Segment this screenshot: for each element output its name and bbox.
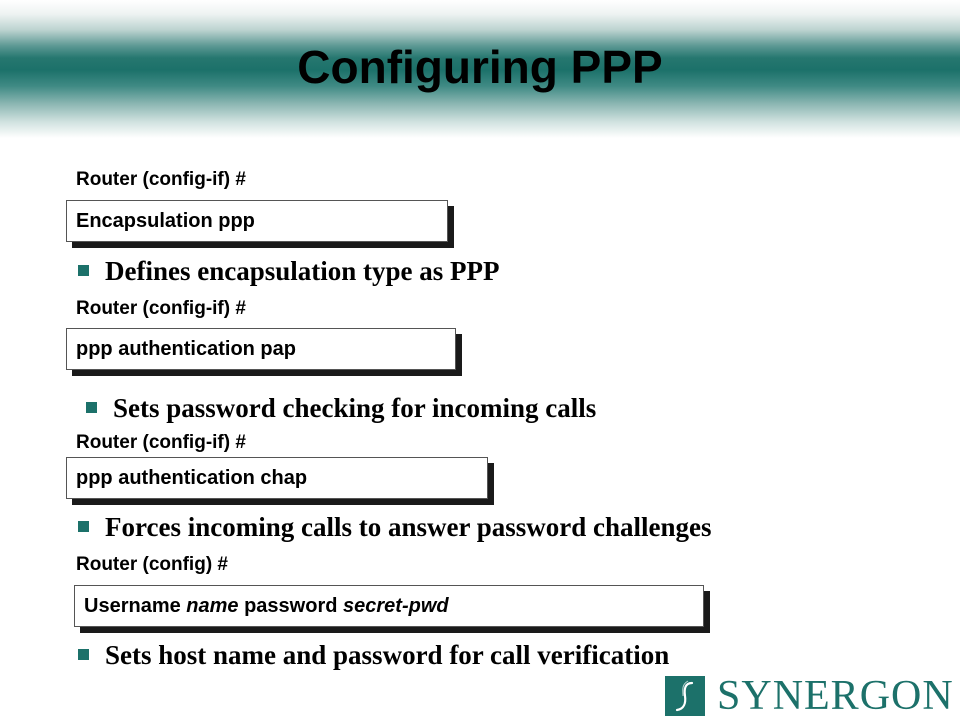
command-box bbox=[66, 457, 488, 499]
command-text bbox=[84, 594, 449, 618]
command-box bbox=[66, 328, 456, 370]
square-bullet-icon bbox=[86, 402, 97, 413]
prompt-label: Router (config-if) # bbox=[76, 432, 246, 453]
bullet-text: Forces incoming calls to answer password challenges bbox=[105, 512, 712, 542]
square-bullet-icon bbox=[78, 649, 89, 660]
command-argument: name bbox=[186, 595, 239, 617]
command-box bbox=[66, 200, 448, 242]
bullet-item bbox=[86, 392, 596, 424]
command-text: ppp authentication pap bbox=[76, 338, 296, 360]
command-argument: secret-pwd bbox=[343, 595, 449, 617]
logo-wordmark: SYNERGON bbox=[717, 673, 954, 719]
bullet-text: Sets host name and password for call verification bbox=[105, 640, 670, 670]
bullet-text: Sets password checking for incoming calls bbox=[113, 393, 597, 423]
bullet-item bbox=[78, 255, 500, 287]
prompt-label: Router (config-if) # bbox=[76, 169, 246, 190]
command-text: ppp authentication chap bbox=[76, 467, 308, 489]
synergon-s-logo-icon bbox=[665, 676, 705, 716]
bullet-item bbox=[78, 639, 669, 671]
bullet-item bbox=[78, 511, 712, 543]
square-bullet-icon bbox=[78, 521, 89, 532]
prompt-label: Router (config-if) # bbox=[76, 298, 246, 319]
square-bullet-icon bbox=[78, 265, 89, 276]
prompt-label: Router (config) # bbox=[76, 554, 228, 575]
command-text: Encapsulation ppp bbox=[76, 210, 255, 232]
bullet-text: Defines encapsulation type as PPP bbox=[105, 256, 500, 286]
command-keyword: password bbox=[244, 595, 338, 617]
command-box bbox=[74, 585, 704, 627]
command-keyword: Username bbox=[84, 595, 181, 617]
slide-title: Configuring PPP bbox=[297, 41, 663, 93]
